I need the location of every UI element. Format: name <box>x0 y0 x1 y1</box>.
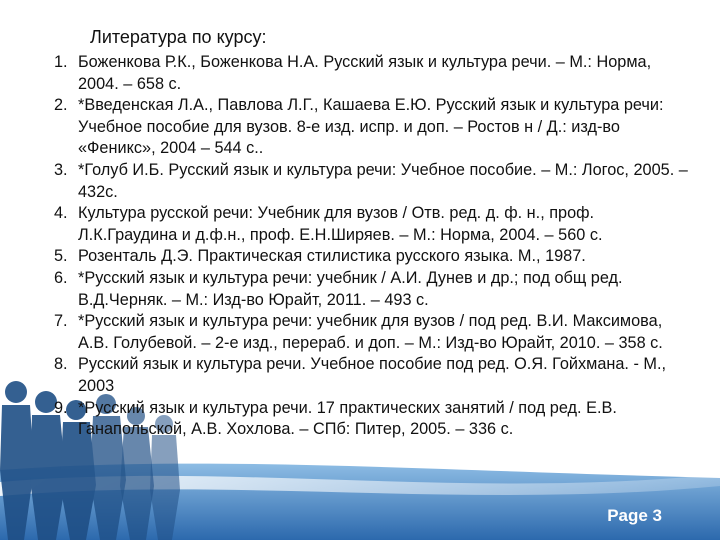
reference-text: *Русский язык и культура речи. 17 практических занятий / под ред. Е.В. Ганапольской, А.В. Хохлова. – СПб: Питер, 2005. – 336 с. <box>78 398 617 439</box>
reference-text: Культура русской речи: Учебник для вузов / Отв. ред. д. ф. н., проф. Л.К.Граудина и д.ф.н., проф. Е.Н.Ширяев. – М.: Норма, 2004. – 560 с. <box>78 204 603 244</box>
reference-number: 2. <box>54 96 68 115</box>
reference-text: *Русский язык и культура речи: учебник для вузов / под ред. В.И. Максимова, А.В. Голубевой. – 2-е изд., перераб. и доп. – М.: Изд-во Юрайт, 2010. – 358 с. <box>78 312 663 352</box>
reference-number: 4. <box>54 204 68 223</box>
reference-item <box>54 160 694 203</box>
slide-title: Литература по курсу: <box>90 27 267 47</box>
page-number: Page 3 <box>607 506 662 525</box>
reference-text: *Введенская Л.А., Павлова Л.Г., Кашаева Е.Ю. Русский язык и культура речи: Учебное пособие для вузов. 8-е изд. испр. и доп. – Ростов н / Д.: изд-во «Феникс», 2004 – 544 с.. <box>78 96 664 158</box>
reference-text: Боженкова Р.К., Боженкова Н.А. Русский язык и культура речи. – М.: Норма, 2004. – 658 с. <box>78 53 652 93</box>
reference-item <box>54 311 694 354</box>
reference-number: 7. <box>54 312 68 331</box>
reference-number: 8. <box>54 355 68 374</box>
reference-item <box>54 354 694 397</box>
reference-text: Розенталь Д.Э. Практическая стилистика русского языка. М., 1987. <box>78 247 586 266</box>
reference-item <box>54 203 694 246</box>
reference-number: 1. <box>54 53 68 71</box>
reference-number: 6. <box>54 268 68 287</box>
reference-item <box>54 398 694 441</box>
reference-item <box>54 52 694 95</box>
reference-list <box>54 52 694 441</box>
reference-item <box>54 246 694 268</box>
reference-number: 9. <box>54 398 68 417</box>
reference-number: 3. <box>54 160 68 179</box>
reference-item <box>54 268 694 311</box>
reference-text: *Русский язык и культура речи: учебник / А.И. Дунев и др.; под общ ред. В.Д.Черняк. – М.: Изд-во Юрайт, 2011. – 493 с. <box>78 268 623 309</box>
reference-text: *Голуб И.Б. Русский язык и культура речи: Учебное пособие. – М.: Логос, 2005. – 432с. <box>78 160 688 201</box>
reference-number: 5. <box>54 247 68 266</box>
reference-text: Русский язык и культура речи. Учебное пособие под ред. О.Я. Гойхмана. - М., 2003 <box>78 355 667 395</box>
reference-item <box>54 95 694 160</box>
